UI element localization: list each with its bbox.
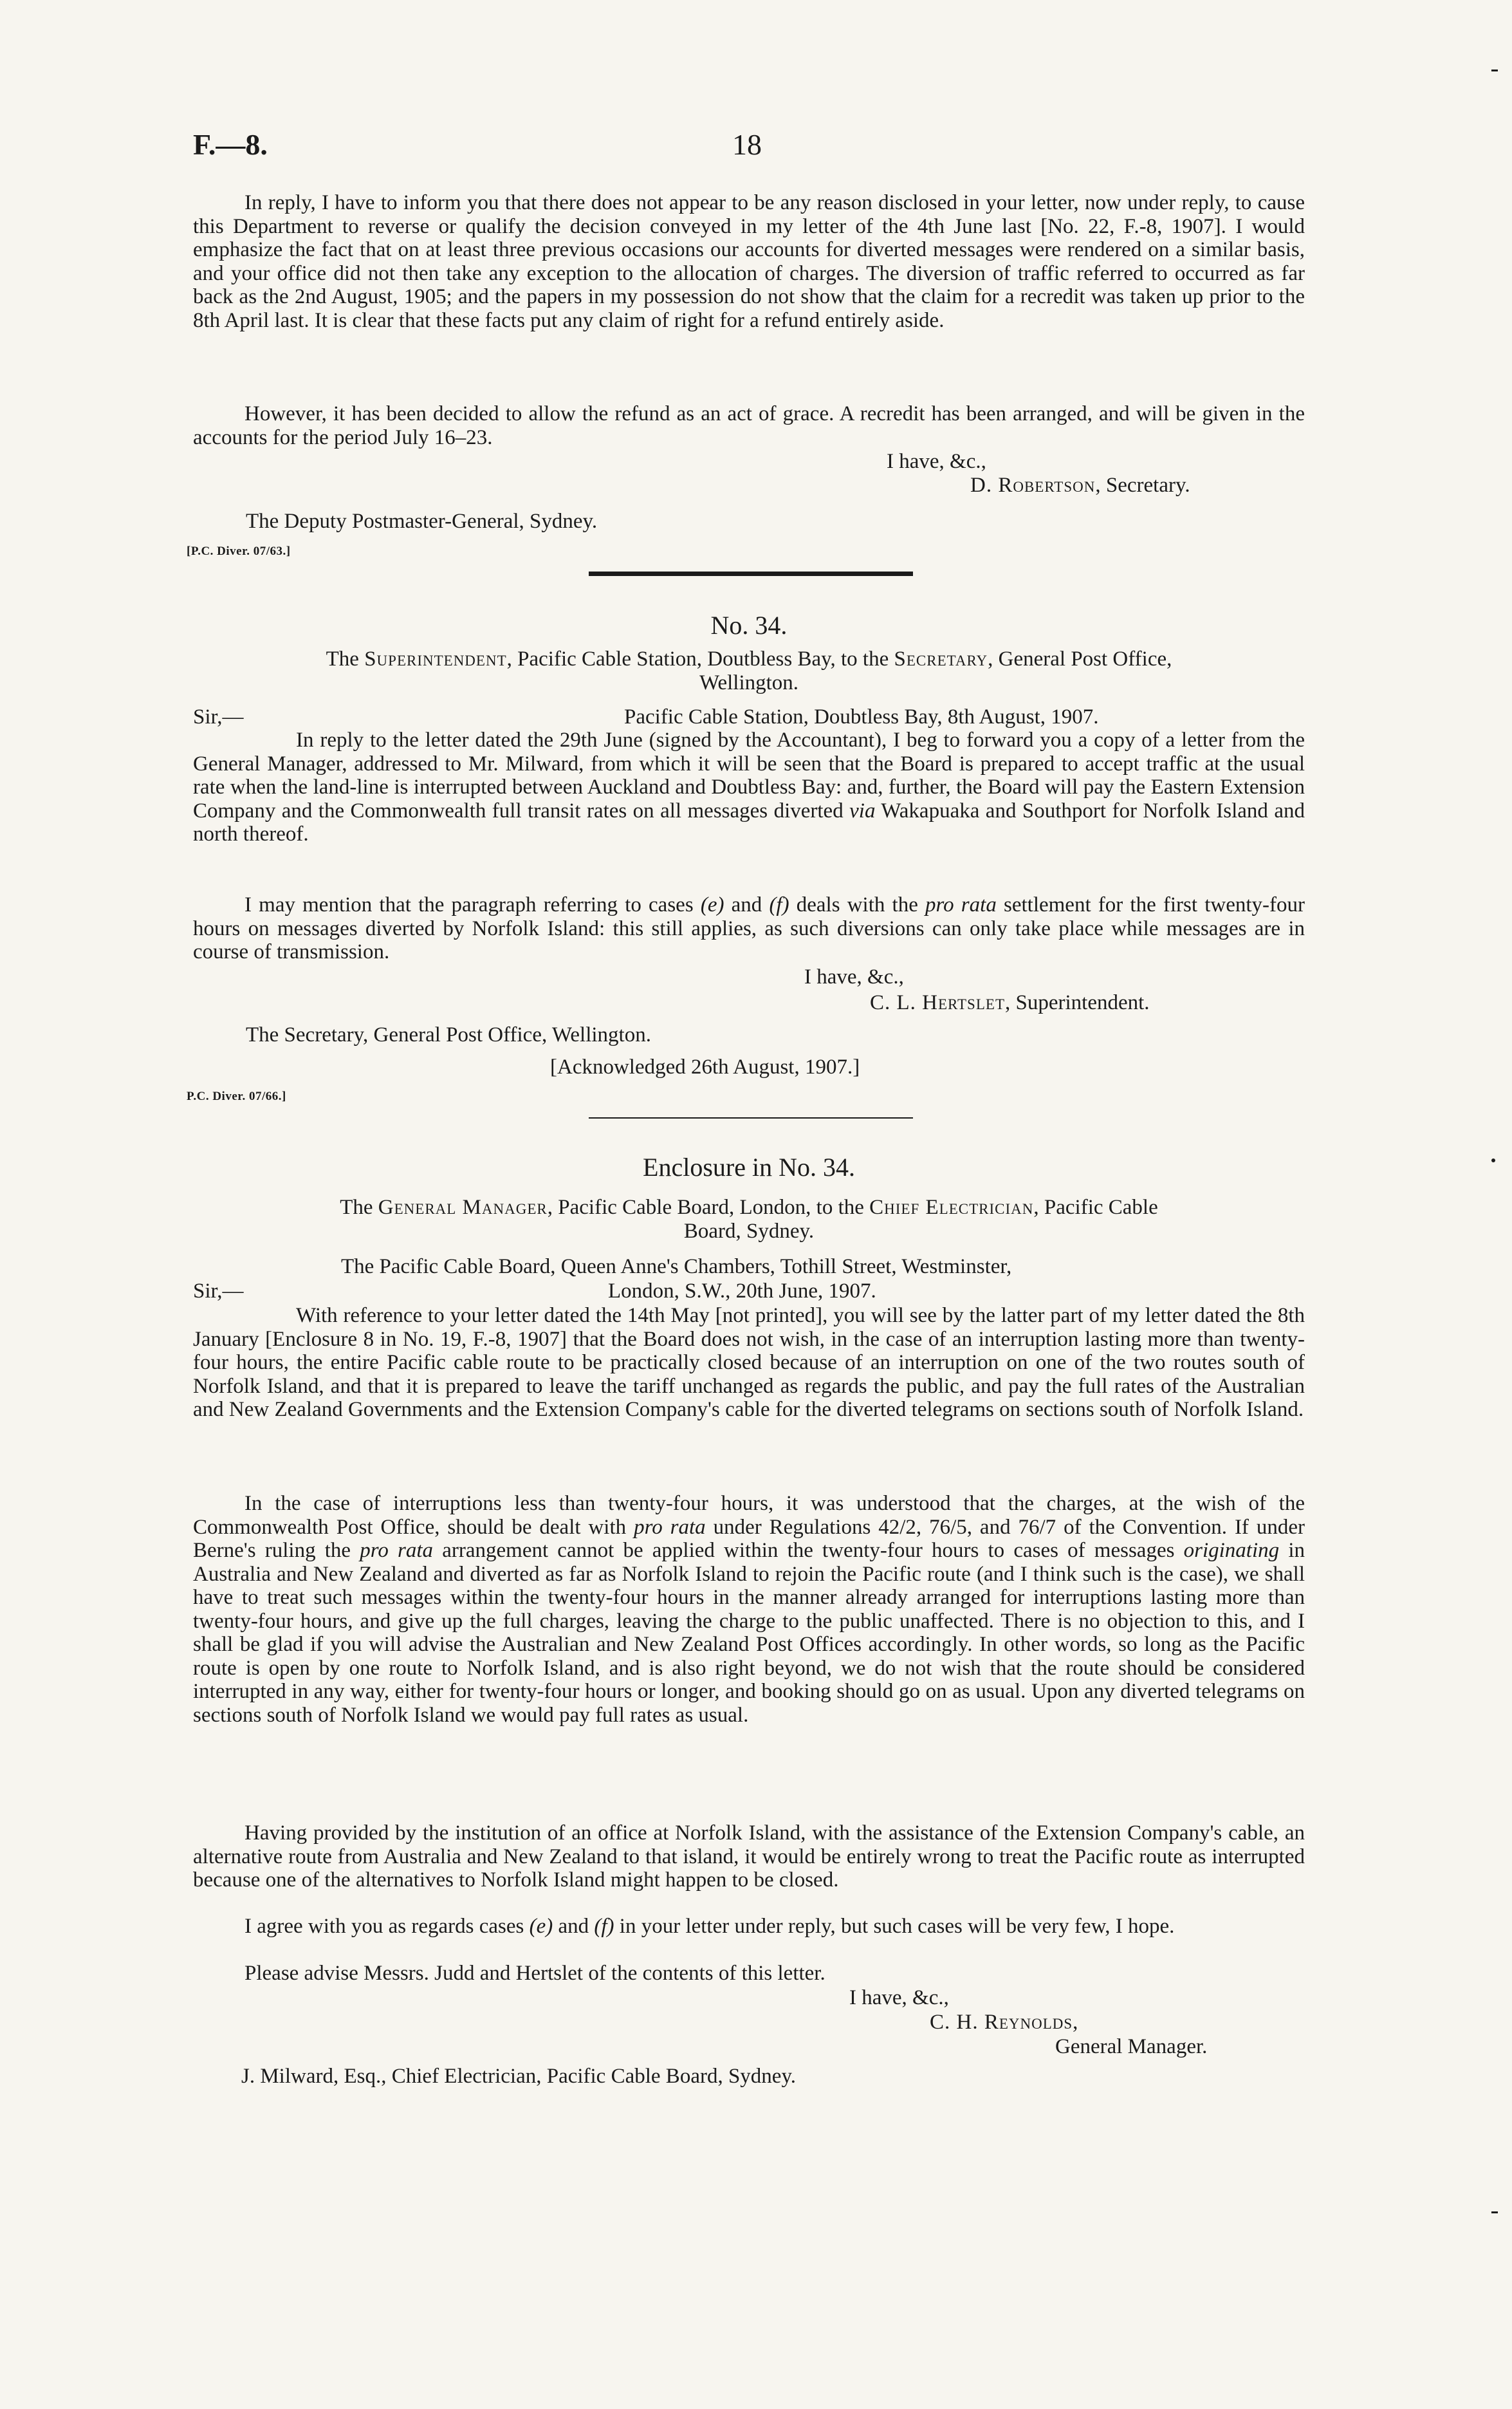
prev-letter-addressee: The Deputy Postmaster-General, Sydney. — [246, 510, 598, 533]
enclosure-p2-prorata-1: pro rata — [634, 1515, 706, 1539]
letter-34-p2-c: settlement for the first twenty-four hours on messages diverted by Norfolk Island: this still applies, as such diversions can only take place while messages are in course of transmission. — [193, 893, 1305, 963]
letter-34-p2-a: I may mention that the paragraph referring to cases — [244, 893, 701, 916]
enclosure-place-line-2: London, S.W., 20th June, 1907. — [608, 1279, 876, 1303]
letter-34-paragraph-2 — [193, 893, 1305, 964]
letter-34-to-title: Secretary — [894, 647, 988, 671]
enclosure-heading: Enclosure in No. 34. — [643, 1153, 855, 1182]
letter-34-address — [193, 647, 1305, 694]
letter-34-acknowledged: [Acknowledged 26th August, 1907.] — [550, 1056, 860, 1079]
enclosure-from-title: General Manager — [378, 1196, 548, 1219]
prev-letter-file-ref: [P.C. Diver. 07/63.] — [187, 544, 291, 558]
enclosure-address-line-2: , Pacific Cable — [1033, 1196, 1158, 1219]
enclosure-p4-a: I agree with you as regards cases — [244, 1915, 530, 1938]
letter-34-salutation: Sir,— — [193, 705, 244, 729]
enclosure-p2-d: in Australia and New Zealand and diverted as far as Norfolk Island to rejoin the Pacific route (and I think such is the case), we shall have to treat such messages within the twenty-four hours in the manner already arranged for interruptions lasting more than twenty-four hours, and give up the full charges, leaving the charge to the public unaffected. There is no objection to this, and I shall be glad if you will advise the Australian and New Zealand Post Offices accordingly. In other words, so long as the Pacific route is open by one route to Norfolk Island, and is also right beyond, we do not wish that the route should be considered interrupted in any way, either for twenty-four hours or longer, and booking should go on as usual. Upon any diverted telegrams on sections south of Norfolk Island we would pay full rates as usual. — [193, 1539, 1305, 1727]
series-label: F.—8. — [193, 128, 268, 161]
enclosure-paragraph-5: Please advise Messrs. Judd and Hertslet of the contents of this letter. — [244, 1962, 825, 1985]
letter-34-p1-via: via — [849, 799, 876, 823]
letter-34-from-title: Superintendent — [364, 647, 507, 671]
letter-34-closing: I have, &c., — [804, 965, 904, 989]
enclosure-address-line-1: , Pacific Cable Board, London, to the — [547, 1196, 870, 1219]
enclosure-p4-b: in your letter under reply, but such cases will be very few, I hope. — [614, 1915, 1175, 1938]
letter-34-p2-prorata: pro rata — [925, 893, 997, 916]
section-divider-thin — [589, 1117, 913, 1119]
prev-letter-signatory-title: , Secretary. — [1095, 474, 1190, 497]
enclosure-p2-c: arrangement cannot be applied within the twenty-four hours to cases of messages — [433, 1539, 1184, 1562]
letter-34-paragraph-1 — [193, 729, 1305, 846]
letter-34-p2-f: (f) — [769, 893, 789, 916]
enclosure-address-line-3: Board, Sydney. — [683, 1219, 815, 1243]
enclosure-address — [193, 1196, 1305, 1243]
scan-mark-3 — [1491, 2211, 1498, 2213]
prev-letter-paragraph-1: In reply, I have to inform you that there does not appear to be any reason disclosed in your letter, now under reply, to cause this Department to reverse or qualify the decision conveyed in my letter of the 4th June last [No. 22, F.-8, 1907]. I would emphasize the fact that on at least three previous occasions our accounts for diverted messages were rendered on a similar basis, and your office did not then take any exception to the allocation of charges. The diversion of traffic referred to occurred as far back as the 2nd August, 1905; and the papers in my possession do not show that the claim for a recredit was taken up prior to the 8th April last. It is clear that these facts put any claim of right for a refund entirely aside. — [193, 191, 1305, 332]
letter-34-address-line-2: , General Post Office, — [988, 647, 1172, 671]
enclosure-paragraph-3: Having provided by the institution of an office at Norfolk Island, with the assistance of the Extension Company's cable, an alternative route from Australia and New Zealand to that island, it would be entirely wrong to treat the Pacific route as interrupted because one of the alternatives to Norfolk Island might happen to be closed. — [193, 1821, 1305, 1892]
letter-34-p1-b: Wakapuaka and Southport for Norfolk Island and north thereof. — [193, 799, 1305, 846]
enclosure-p4-f: (f) — [594, 1915, 614, 1938]
letter-34-addressee: The Secretary, General Post Office, Wellington. — [246, 1023, 651, 1046]
letter-34-address-line-3: Wellington. — [699, 671, 799, 694]
letter-34-p2-e: (e) — [700, 893, 724, 916]
enclosure-closing: I have, &c., — [849, 1986, 949, 2009]
letter-34-file-ref: P.C. Diver. 07/66.] — [187, 1090, 286, 1103]
enclosure-p2-b: under Regulations 42/2, 76/5, and 76/7 of the Convention. If under Berne's ruling the — [193, 1515, 1305, 1562]
enclosure-addressee: J. Milward, Esq., Chief Electrician, Pacific Cable Board, Sydney. — [241, 2065, 797, 2088]
enclosure-the: The — [340, 1196, 378, 1219]
letter-34-signature — [870, 991, 1150, 1014]
enclosure-signatory-title: General Manager. — [1055, 2035, 1208, 2058]
enclosure-place-line-1: The Pacific Cable Board, Queen Anne's Chambers, Tothill Street, Westminster, — [341, 1255, 1012, 1278]
prev-letter-paragraph-2: However, it has been decided to allow the refund as an act of grace. A recredit has been arranged, and will be given in the accounts for the period July 16–23. — [193, 402, 1305, 449]
enclosure-p2-a: In the case of interruptions less than twenty-four hours, it was understood that the charges, at the wish of the Commonwealth Post Office, should be dealt with — [193, 1492, 1305, 1539]
enclosure-paragraph-1: With reference to your letter dated the 14th May [not printed], you will see by the latter part of my letter dated the 8th January [Enclosure 8 in No. 19, F.-8, 1907] that the Board does not wish, in the case of an interruption lasting more than twenty-four hours, the entire Pacific cable route to be practically closed because of an interruption on one of the two routes south of Norfolk Island, and that it is prepared to leave the tariff unchanged as regards the public, and pay the full rates of the Australian and New Zealand Governments and the Extension Company's cable for the diverted telegrams on sections south of Norfolk Island. — [193, 1304, 1305, 1421]
enclosure-paragraph-2 — [193, 1492, 1305, 1727]
scan-mark-1 — [1491, 70, 1498, 71]
letter-34-signatory-name: C. L. Hertslet — [870, 991, 1005, 1014]
prev-letter-signature — [970, 474, 1190, 497]
letter-34-the: The — [326, 647, 365, 671]
section-divider-thick — [589, 572, 913, 576]
enclosure-to-title: Chief Electrician — [869, 1196, 1034, 1219]
prev-letter-closing: I have, &c., — [887, 450, 986, 473]
scan-mark-2 — [1491, 1158, 1495, 1162]
page-number: 18 — [732, 128, 762, 161]
enclosure-p4-e: (e) — [529, 1915, 553, 1938]
enclosure-p2-prorata-2: pro rata — [360, 1539, 434, 1562]
enclosure-signatory-name: C. H. Reynolds, — [930, 2011, 1079, 2034]
letter-34-place-date: Pacific Cable Station, Doubtless Bay, 8th August, 1907. — [624, 705, 1099, 729]
letter-34-heading: No. 34. — [710, 611, 788, 640]
letter-34-signatory-title: , Superintendent. — [1005, 991, 1150, 1014]
letter-34-p2-and: and — [724, 893, 770, 916]
letter-34-p2-b: deals with the — [789, 893, 926, 916]
enclosure-salutation: Sir,— — [193, 1279, 244, 1303]
enclosure-p4-and: and — [553, 1915, 595, 1938]
prev-letter-signatory-name: D. Robertson — [970, 474, 1096, 497]
letter-34-p1-a: In reply to the letter dated the 29th June (signed by the Accountant), I beg to forward you a copy of a letter from the General Manager, addressed to Mr. Milward, from which it will be seen that the Board is prepared to accept traffic at the usual rate when the land-line is interrupted between Auckland and Doubtless Bay: and, further, the Board will pay the Eastern Extension Company and the Commonwealth full transit rates on all messages diverted — [193, 729, 1305, 823]
enclosure-paragraph-4 — [193, 1915, 1305, 1939]
letter-34-address-line-1: , Pacific Cable Station, Doutbless Bay, to the — [506, 647, 894, 671]
enclosure-p2-originating: originating — [1183, 1539, 1280, 1562]
